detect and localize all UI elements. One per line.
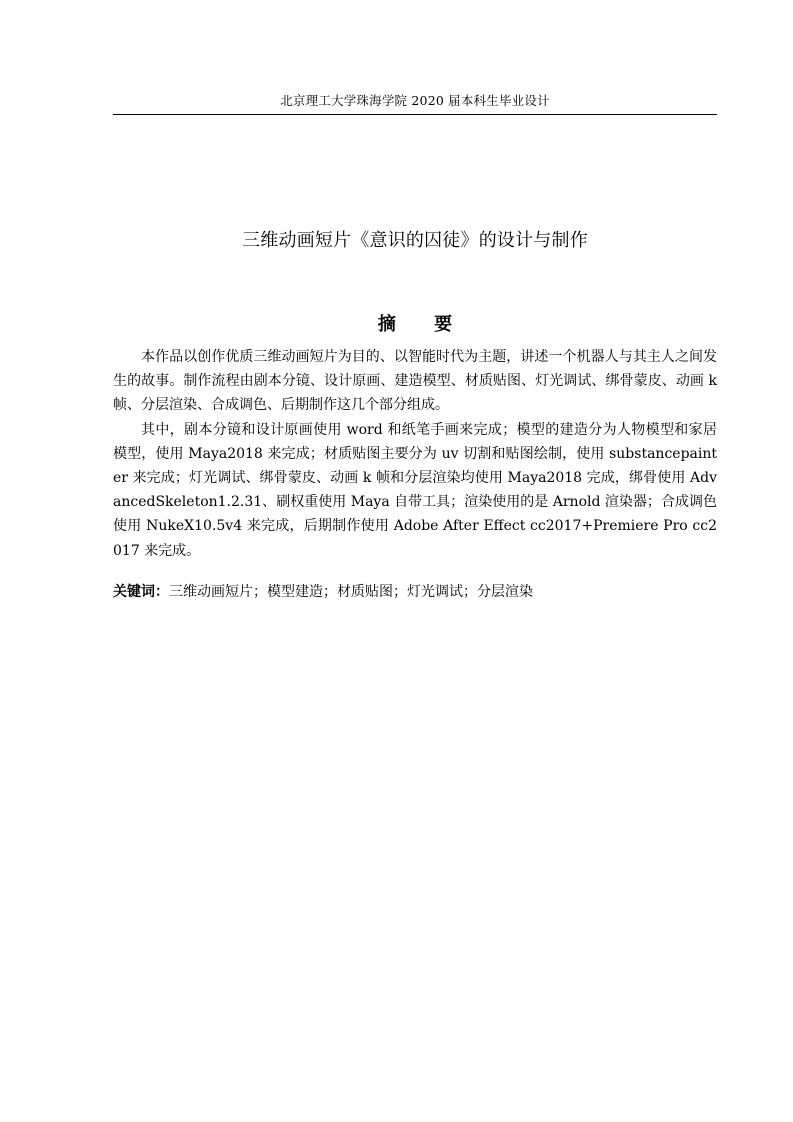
keywords-line xyxy=(113,580,717,604)
header-rule xyxy=(113,114,717,115)
keywords-label: 关键词： xyxy=(113,584,169,600)
abstract-body xyxy=(113,345,717,563)
abstract-heading: 摘 要 xyxy=(377,314,469,335)
abstract-paragraph-2: 其中，剧本分镜和设计原画使用 word 和纸笔手画来完成；模型的建造分为人物模型和家居模型，使用 Maya2018 来完成；材质贴图主要分为 uv 切割和贴图绘制，使用 substancepainter 来完成；灯光调试、绑骨蒙皮、动画 k 帧和分层渲染均使用 Maya2018 完成，绑骨使用 AdvancedSkeleton1.2.31、刷权重使用 Maya 自带工具；渲染使用的是 Arnold 渲染器；合成调色使用 NukeX10.5v4 来完成，后期制作使用 Adobe After Effect cc2017+Premiere Pro cc2017 来完成。 xyxy=(113,421,717,559)
abstract-paragraph-1: 本作品以创作优质三维动画短片为目的、以智能时代为主题，讲述一个机器人与其主人之间发生的故事。制作流程由剧本分镜、设计原画、建造模型、材质贴图、灯光调试、绑骨蒙皮、动画 k 帧、分层渲染、合成调色、后期制作这几个部分组成。 xyxy=(113,349,717,414)
running-header: 北京理工大学珠海学院 2020 届本科生毕业设计 xyxy=(280,93,550,108)
keywords-value: 三维动画短片；模型建造；材质贴图；灯光调试；分层渲染 xyxy=(169,584,533,600)
thesis-title: 三维动画短片《意识的囚徒》的设计与制作 xyxy=(242,230,588,251)
